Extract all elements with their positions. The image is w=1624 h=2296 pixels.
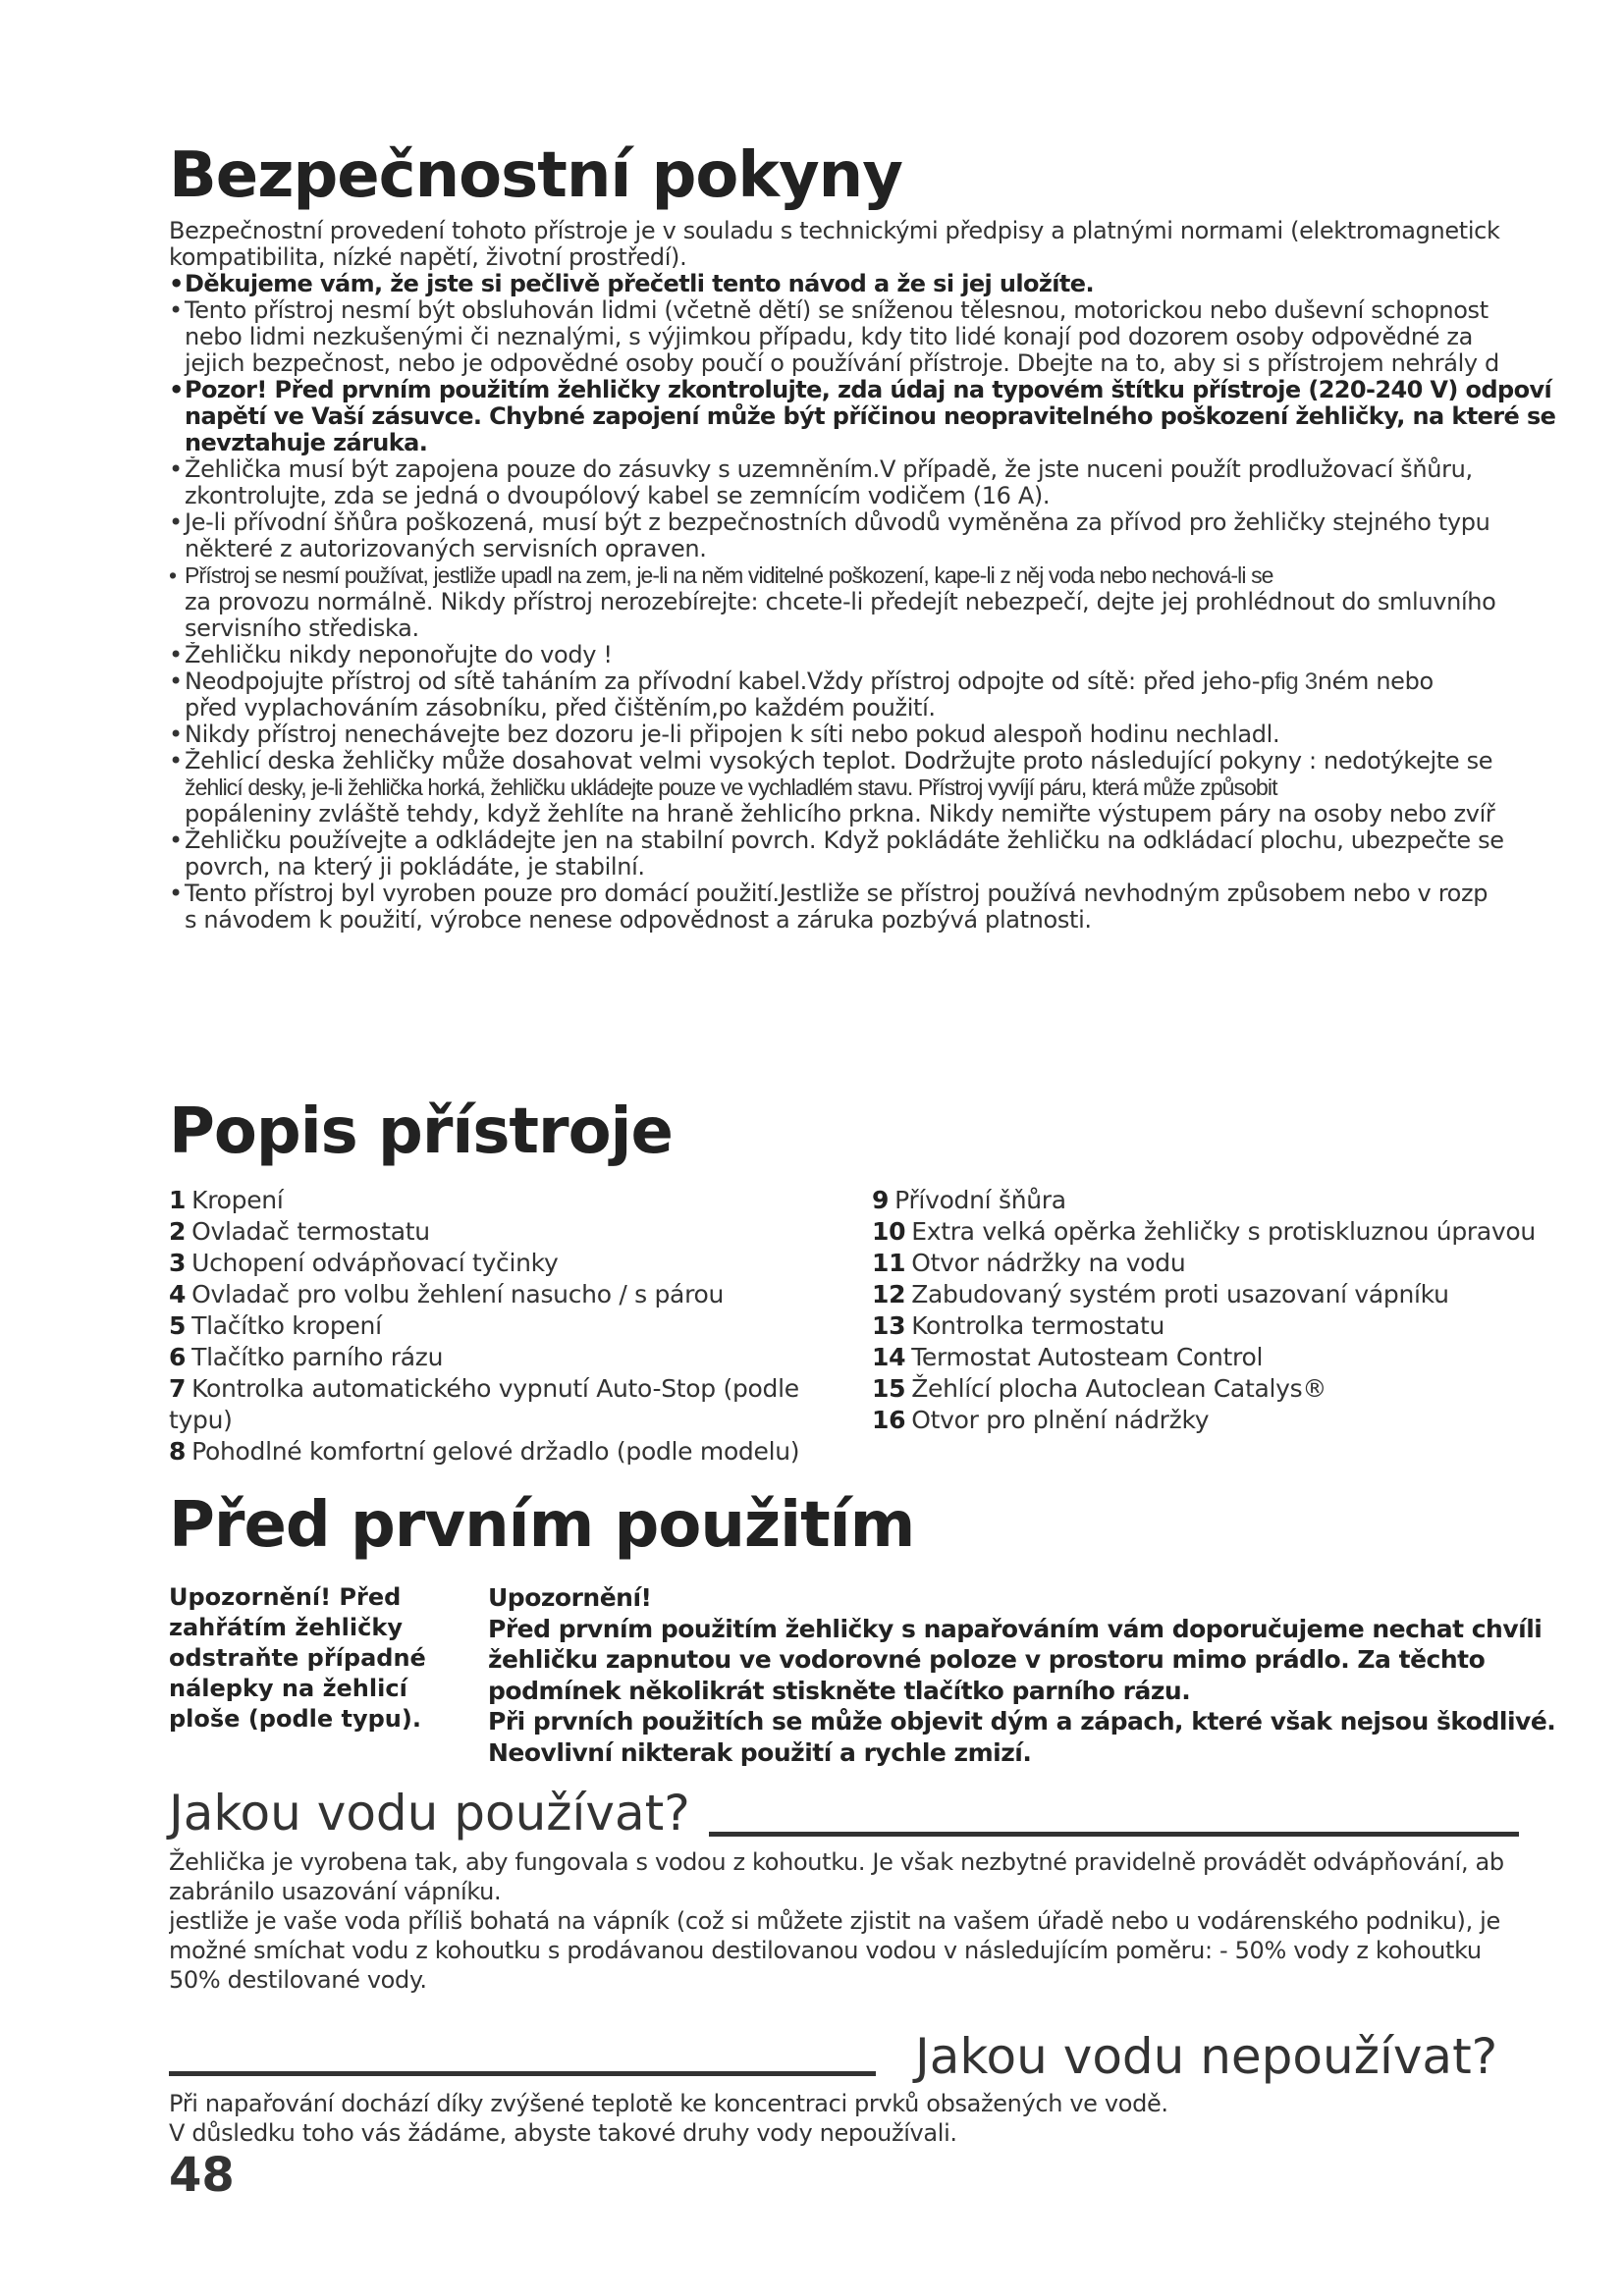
water-paragraph: [169, 1847, 1583, 1995]
bullet-icon: •: [169, 721, 183, 748]
bullet-text: Žehličku nikdy neponořujte do vody !: [185, 642, 613, 668]
part-label: Extra velká opěrka žehličky s protiskluznou úpravou: [911, 1217, 1536, 1246]
parts-list-right: [872, 1185, 1598, 1436]
part-label: Uchopení odvápňovací tyčinky: [191, 1249, 559, 1277]
water-heading: Jakou vodu používat?: [169, 1785, 690, 1842]
part-item: [169, 1373, 837, 1405]
bullet-text: Je-li přívodní šňůra poškozená, musí být z bezpečnostních důvodů vyměněna za přívod pro žehličky stejného typu: [185, 509, 1490, 536]
part-number: 15: [872, 1374, 906, 1403]
part-number: 13: [872, 1311, 906, 1340]
page-number: 48: [169, 2148, 235, 2203]
first-use-heading: Před prvním použitím: [169, 1489, 915, 1562]
part-item: [872, 1216, 1598, 1248]
part-label-continuation: typu): [169, 1406, 233, 1434]
no-water-text-line: V důsledku toho vás žádáme, abyste takové druhy vody nepoužívali.: [169, 2119, 957, 2147]
safety-text-line: zkontrolujte, zda se jedná o dvoupólový kabel se zemnícím vodičem (16 A).: [185, 483, 1051, 509]
no-water-heading: Jakou vodu nepoužívat?: [915, 2028, 1498, 2085]
bullet-text: Pozor! Před prvním použitím žehličky zkontrolujte, zda údaj na typovém štítku přístroje (220-240 V) odpoví: [185, 377, 1552, 403]
part-number: 12: [872, 1280, 906, 1308]
bullet-icon: •: [169, 377, 184, 403]
bullet-text: Tento přístroj nesmí být obsluhován lidmi (včetně dětí) se sníženou tělesnou, motorickou nebo duševní schopnost: [185, 297, 1489, 324]
bullet-icon: •: [169, 509, 183, 536]
part-number: 11: [872, 1249, 906, 1277]
bullet-icon: •: [169, 828, 183, 854]
part-item: [872, 1185, 1598, 1216]
no-water-text-line: Při napařování dochází díky zvýšené teplotě ke koncentraci prvků obsažených ve vodě.: [169, 2090, 1168, 2117]
bullet-text: Přístroj se nesmí používat, jestliže upadl na zem, je-li na něm viditelné poškození, kape-li z něj voda nebo nechová-li se: [185, 562, 1273, 588]
safety-text-line: servisního střediska.: [185, 615, 419, 642]
part-label: Kontrolka automatického vypnutí Auto-Stop (podle: [191, 1374, 799, 1403]
part-label: Kontrolka termostatu: [911, 1311, 1165, 1340]
part-item: [872, 1373, 1598, 1405]
part-number: 6: [169, 1343, 187, 1371]
safety-text-line: nevztahuje záruka.: [185, 430, 428, 456]
bullet-icon: •: [169, 297, 183, 324]
bullet-text: Neodpojujte přístroj od sítě taháním za přívodní kabel.Vždy přístroj odpojte od sítě: před jeho-p: [185, 668, 1275, 695]
part-number: 5: [169, 1311, 187, 1340]
safety-bullet: [169, 456, 1583, 483]
safety-bullet: [169, 642, 1583, 668]
bullet-icon: •: [169, 642, 183, 668]
part-item: [169, 1216, 837, 1248]
water-text-line: Žehlička je vyrobena tak, aby fungovala s vodou z kohoutku. Je však nezbytné pravidelně provádět odvápňování, ab: [169, 1848, 1504, 1876]
part-label: Přívodní šňůra: [894, 1186, 1066, 1214]
part-item: [872, 1405, 1598, 1436]
part-number: 16: [872, 1406, 906, 1434]
safety-bullet: [169, 377, 1583, 403]
safety-bullet: [169, 748, 1583, 774]
bullet-text: Tento přístroj byl vyroben pouze pro domácí použití.Jestliže se přístroj používá nevhodným způsobem nebo v rozp: [185, 881, 1489, 907]
first-use-sidenote: Upozornění! Před zahřátím žehličky odstraňte případné nálepky na žehlicí ploše (podle typu).: [169, 1583, 426, 1733]
safety-text-line: před vyplachováním zásobníku, před čištěním,po každém použití.: [185, 695, 936, 721]
safety-text-line: žehlicí desky, je-li žehlička horká, žehličku ukládejte pouze ve vychladlém stavu. Přístroj vyvíjí páru, která může způsobit: [185, 774, 1277, 800]
water-text-line: 50% destilované vody.: [169, 1966, 427, 1994]
safety-text-line: povrch, na který ji pokládáte, je stabilní.: [185, 854, 645, 881]
part-label: Kropení: [191, 1186, 284, 1214]
safety-bullet: [169, 721, 1583, 748]
safety-heading: Bezpečnostní pokyny: [169, 139, 902, 212]
part-item: [169, 1436, 837, 1468]
part-label: Tlačítko kropení: [191, 1311, 382, 1340]
safety-instructions: [169, 218, 1583, 934]
bullet-icon: •: [169, 456, 183, 483]
first-use-warning: [488, 1582, 1597, 1768]
bullet-text: Žehličku používejte a odkládejte jen na stabilní povrch. Když pokládáte žehličku na odkládací plochu, ubezpečte se: [185, 828, 1504, 854]
safety-text-line: jejich bezpečnost, nebo je odpovědné osoby poučí o používání přístroje. Dbejte na to, aby si s přístrojem nehrály d: [185, 350, 1499, 377]
part-label: Tlačítko parního rázu: [191, 1343, 444, 1371]
bullet-text: Nikdy přístroj nenechávejte bez dozoru je-li připojen k síti nebo pokud alespoň hodinu nechladl.: [185, 721, 1280, 748]
safety-bullet: [169, 562, 1583, 589]
no-water-paragraph: [169, 2089, 1583, 2148]
bullet-text: Žehlička musí být zapojena pouze do zásuvky s uzemněním.V případě, že jste nuceni použít prodlužovací šňůru,: [185, 456, 1473, 483]
part-number: 1: [169, 1186, 187, 1214]
warning-line: žehličku zapnutou ve vodorovné poloze v prostoru mimo prádlo. Za těchto: [488, 1645, 1486, 1674]
part-number: 10: [872, 1217, 906, 1246]
part-label: Termostat Autosteam Control: [911, 1343, 1264, 1371]
water-text-line: jestliže je vaše voda příliš bohatá na vápník (což si můžete zjistit na vašem úřadě nebo u vodárenského podniku), je: [169, 1907, 1500, 1935]
safety-text-line: napětí ve Vaší zásuvce. Chybné zapojení může být příčinou neopravitelného poškození žehličky, na které se: [185, 403, 1556, 430]
safety-text-line: Bezpečnostní provedení tohoto přístroje je v souladu s technickými předpisy a platnými normami (elektromagnetick: [169, 218, 1500, 244]
bullet-text: Žehlicí deska žehličky může dosahovat velmi vysokých teplot. Dodržujte proto následující pokyny : nedotýkejte se: [185, 748, 1493, 774]
heading-rule: [169, 2071, 876, 2076]
safety-bullet: [169, 828, 1583, 854]
description-heading: Popis přístroje: [169, 1095, 673, 1168]
safety-bullet: [169, 509, 1583, 536]
safety-text-line: popáleniny zvláště tehdy, když žehlíte na hraně žehlicího prkna. Nikdy nemiřte výstupem páry na osoby nebo zvíř: [185, 801, 1495, 828]
safety-text-line: nebo lidmi nezkušenými či neznalými, s výjimkou případu, kdy tito lidé konají pod dozorem osoby odpovědné za: [185, 324, 1473, 350]
part-label: Otvor nádržky na vodu: [911, 1249, 1186, 1277]
bullet-icon: •: [169, 881, 183, 907]
part-item: [169, 1310, 837, 1342]
figure-reference: fig 3: [1274, 668, 1318, 695]
part-item: [169, 1185, 837, 1216]
part-label: Ovladač pro volbu žehlení nasucho / s párou: [191, 1280, 725, 1308]
heading-rule: [709, 1832, 1519, 1837]
warning-line: Před prvním použitím žehličky s napařováním vám doporučujeme nechat chvíli: [488, 1614, 1543, 1643]
safety-bullet: [169, 881, 1583, 907]
safety-bullet: [169, 668, 1583, 695]
part-label: Zabudovaný systém proti usazovaní vápníku: [911, 1280, 1449, 1308]
part-label: Žehlící plocha Autoclean Catalys®: [911, 1374, 1327, 1403]
warning-line: Při prvních použitích se může objevit dým a zápach, které však nejsou škodlivé.: [488, 1707, 1556, 1735]
part-number: 8: [169, 1437, 187, 1466]
part-number: 3: [169, 1249, 187, 1277]
part-label: Otvor pro plnění nádržky: [911, 1406, 1210, 1434]
part-number: 4: [169, 1280, 187, 1308]
part-item: [872, 1342, 1598, 1373]
part-item: [872, 1310, 1598, 1342]
part-item: [169, 1248, 837, 1279]
warning-line: Upozornění!: [488, 1583, 652, 1612]
bullet-icon: •: [169, 271, 184, 297]
parts-list-left: [169, 1185, 837, 1468]
part-label: Ovladač termostatu: [191, 1217, 430, 1246]
warning-line: Neovlivní nikterak použití a rychle zmizí.: [488, 1737, 1032, 1767]
part-item: [872, 1248, 1598, 1279]
part-number: 7: [169, 1374, 187, 1403]
bullet-text: Děkujeme vám, že jste si pečlivě přečetli tento návod a že si jej uložíte.: [185, 271, 1094, 297]
part-item: [169, 1342, 837, 1373]
bullet-icon: •: [169, 748, 183, 774]
bullet-icon: •: [169, 668, 183, 695]
part-number: 2: [169, 1217, 187, 1246]
water-text-line: zabránilo usazování vápníku.: [169, 1878, 502, 1905]
part-number: 9: [872, 1186, 890, 1214]
safety-text-line: některé z autorizovaných servisních opraven.: [185, 536, 707, 562]
part-number: 14: [872, 1343, 906, 1371]
water-text-line: možné smíchat vodu z kohoutku s prodávanou destilovanou vodou v následujícím poměru: - 50% vody z kohoutku: [169, 1937, 1482, 1964]
safety-bullet: [169, 297, 1583, 324]
safety-text-line: s návodem k použití, výrobce nenese odpovědnost a záruka pozbývá platnosti.: [185, 907, 1092, 934]
safety-text-line: za provozu normálně. Nikdy přístroj nerozebírejte: chcete-li předejít nebezpečí, dejte jej prohlédnout do smluvního: [185, 589, 1496, 615]
part-item: [872, 1279, 1598, 1310]
safety-text-line: kompatibilita, nízké napětí, životní prostředí).: [169, 244, 687, 271]
bullet-text-tail: ném nebo: [1317, 668, 1434, 695]
part-label: Pohodlné komfortní gelové držadlo (podle modelu): [191, 1437, 800, 1466]
warning-line: podmínek několikrát stiskněte tlačítko parního rázu.: [488, 1676, 1191, 1705]
part-item: [169, 1279, 837, 1310]
safety-bullet: [169, 271, 1583, 297]
bullet-icon: •: [169, 562, 177, 588]
